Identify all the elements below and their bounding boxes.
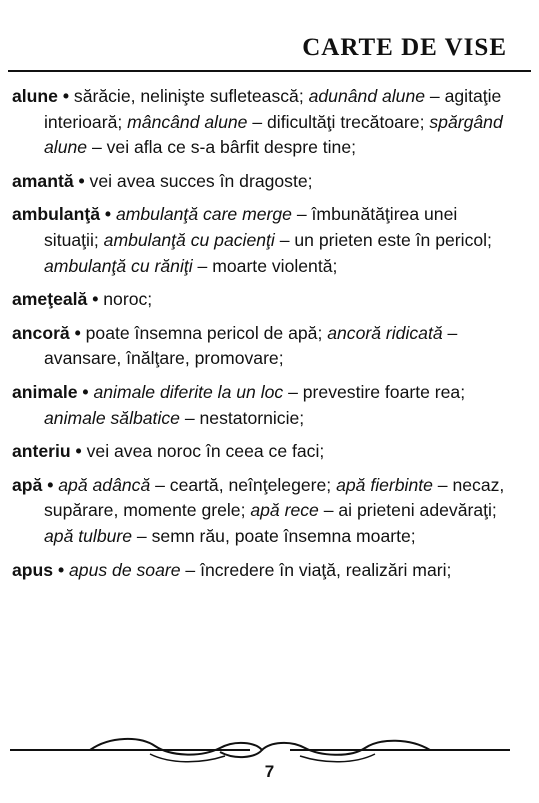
entry-meaning: – ai prieteni adevăraţi; [318, 500, 497, 521]
entry-meaning: – îmbunătăţirea unei situaţii; [44, 204, 458, 250]
bullet-separator: • [70, 441, 87, 462]
entry-example: spărgând alune [44, 111, 503, 158]
entry-example: ambulanţă cu pacienţi [103, 229, 275, 250]
entry-meaning: – dificultăţi trecătoare; [247, 111, 430, 132]
dictionary-entry [12, 202, 512, 279]
book-title: CARTE DE VISE [302, 34, 507, 61]
bullet-separator: • [69, 322, 86, 343]
entry-meaning: vei avea noroc în ceea ce faci; [86, 441, 325, 462]
entry-meaning: sărăcie, nelinişte sufletească; [73, 86, 309, 106]
bullet-separator: • [57, 86, 74, 106]
entry-meaning: – semn rău, poate însemna moarte; [132, 525, 416, 546]
entry-term: anteriu [12, 441, 71, 462]
entry-meaning: – agitaţie interioară; [44, 86, 502, 132]
entry-meaning: vei avea succes în dragoste; [89, 170, 313, 191]
bullet-separator: • [53, 559, 70, 580]
entry-term: alune [12, 86, 58, 106]
entry-example: ambulanţă cu răniţi [44, 255, 193, 276]
dictionary-entry [12, 287, 512, 313]
entry-term: ameţeală [12, 289, 88, 310]
page-number: 7 [264, 762, 275, 781]
entry-meaning: – moarte violentă; [192, 255, 338, 276]
page-header [0, 0, 539, 80]
entry-term: apus [12, 559, 54, 580]
entry-meaning: – ceartă, neînţelegere; [150, 474, 337, 495]
entry-example: apus de soare [69, 559, 181, 580]
bullet-separator: • [87, 289, 104, 310]
header-rule [8, 70, 531, 72]
entry-example: adunând alune [308, 86, 426, 106]
entry-meaning: noroc; [103, 289, 153, 310]
dictionary-entry [12, 558, 512, 584]
entry-term: apă [12, 474, 43, 495]
bullet-separator: • [100, 204, 116, 225]
entry-meaning: poate însemna pericol de apă; [85, 322, 328, 343]
entry-example: ambulanţă care merge [115, 204, 292, 225]
page-footer [0, 730, 539, 803]
entry-meaning: – avansare, înălţare, promovare; [44, 322, 458, 369]
dictionary-entry [12, 439, 512, 465]
dictionary-entries [12, 84, 512, 591]
bullet-separator: • [77, 381, 94, 402]
dictionary-entry [12, 84, 512, 161]
entry-example: apă adâncă [58, 474, 151, 495]
entry-meaning: – vei afla ce s-a bârfit despre tine; [87, 137, 356, 158]
entry-example: animale sălbatice [44, 407, 180, 428]
entry-term: ambulanţă [12, 204, 100, 225]
dictionary-entry [12, 169, 512, 195]
dictionary-entry [12, 321, 512, 372]
dictionary-entry [12, 380, 512, 431]
entry-term: ancoră [12, 322, 70, 343]
bullet-separator: • [42, 474, 59, 495]
entry-example: ancoră ridicată [327, 322, 443, 343]
entry-meaning: – nestatornicie; [179, 407, 305, 428]
entry-example: animale diferite la un loc [93, 381, 284, 402]
entry-example: mâncând alune [127, 111, 248, 132]
entry-meaning: – necaz, supărare, momente grele; [44, 474, 505, 521]
dictionary-entry [12, 473, 512, 550]
entry-meaning: – prevestire foarte rea; [283, 381, 466, 402]
entry-meaning: – un prieten este în pericol; [274, 229, 492, 250]
entry-example: apă rece [250, 500, 319, 521]
bullet-separator: • [73, 170, 90, 191]
entry-example: apă tulbure [44, 525, 133, 546]
entry-example: apă fierbinte [336, 474, 433, 495]
entry-term: amantă [12, 170, 74, 191]
entry-meaning: – încredere în viaţă, realizări mari; [180, 559, 452, 580]
entry-term: animale [12, 381, 78, 402]
